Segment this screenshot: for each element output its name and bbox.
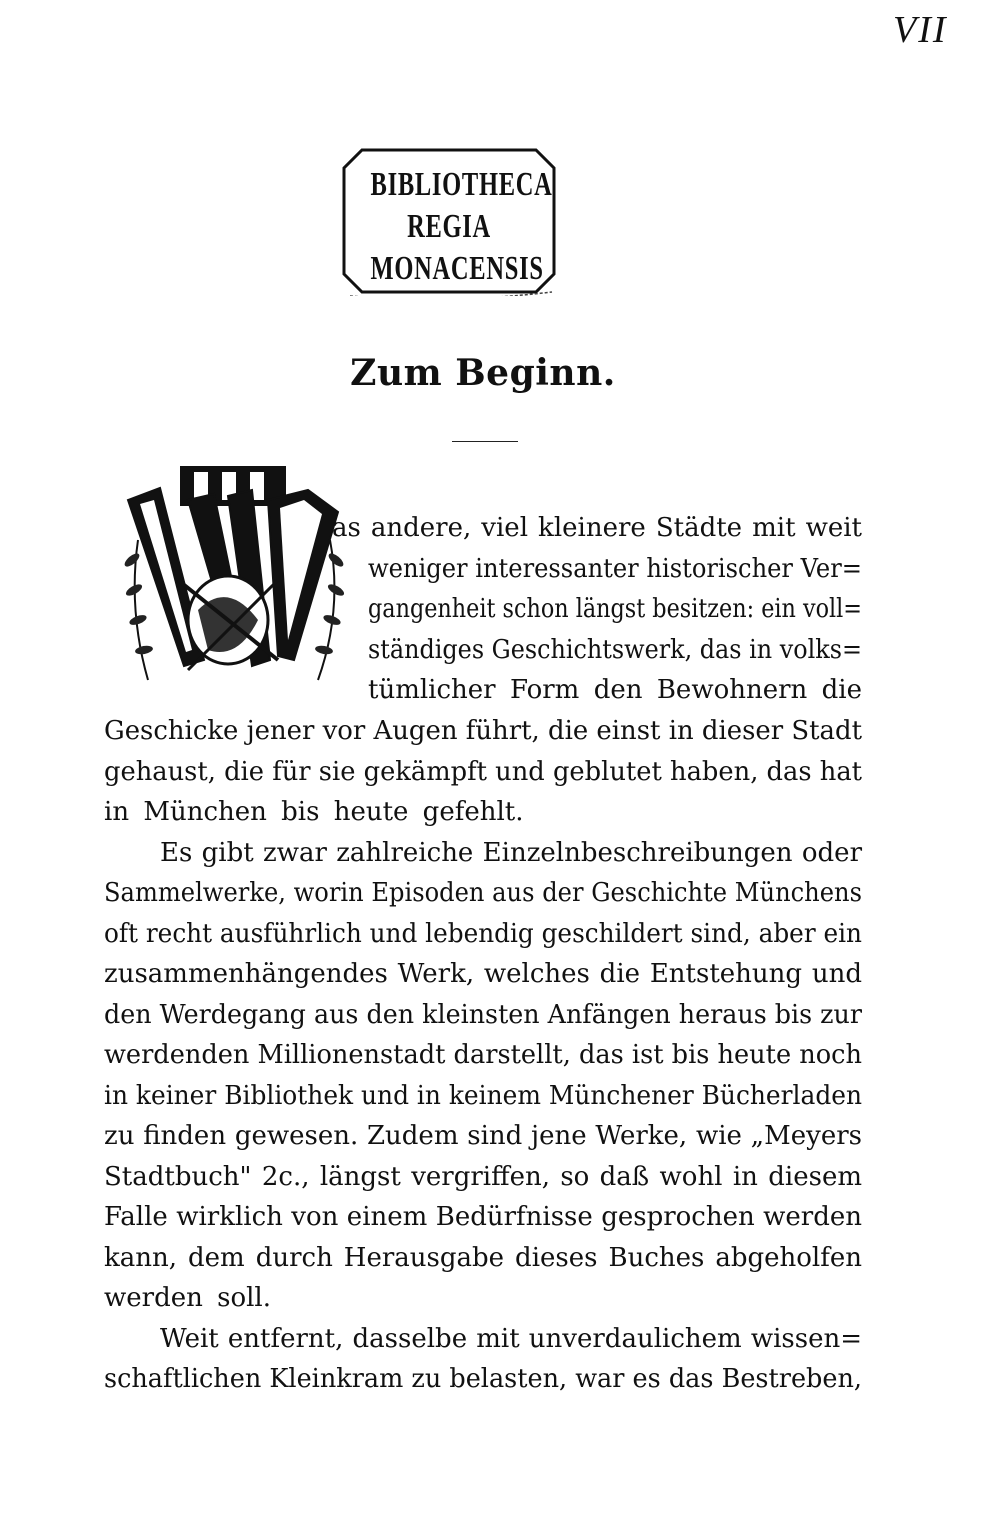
stamp-line-1: BIBLIOTHECA: [370, 166, 553, 203]
text-line: Geschicke jener vor Augen führt, die einst in dieser Stadt: [104, 716, 862, 746]
text-line: oft recht ausführlich und lebendig geschildert sind, aber ein: [104, 919, 862, 949]
decorated-initial-w-icon: [118, 460, 348, 700]
library-stamp: [340, 146, 558, 296]
text-line: ständiges Geschichtswerk, das in volks=: [368, 635, 862, 665]
text-line: werdenden Millionenstadt darstellt, das ist bis heute noch: [104, 1040, 862, 1070]
text-line: gangenheit schon längst besitzen: ein voll=: [368, 594, 862, 624]
text-line: Es gibt zwar zahlreiche Einzelnbeschreibungen oder: [160, 838, 862, 868]
chapter-heading: Zum Beginn.: [350, 352, 616, 394]
text-line: schaftlichen Kleinkram zu belasten, war es das Bestreben,: [104, 1364, 862, 1394]
stamp-line-3: MONACENSIS: [370, 250, 544, 287]
text-line: Falle wirklich von einem Bedürfnisse gesprochen werden: [104, 1202, 862, 1232]
text-line: kann, dem durch Herausgabe dieses Buches abgeholfen: [104, 1243, 862, 1273]
text-line: Stadtbuch" 2c., längst vergriffen, so daß wohl in diesem: [104, 1162, 862, 1192]
text-line: Weit entfernt, dasselbe mit unverdaulichem wissen=: [160, 1324, 862, 1354]
text-line: tümlicher Form den Bewohnern die: [368, 675, 862, 705]
text-line: den Werdegang aus den kleinsten Anfängen heraus bis zur: [104, 1000, 862, 1030]
text-line: as andere, viel kleinere Städte mit weit: [332, 513, 862, 543]
text-line: werden soll.: [104, 1283, 272, 1313]
text-line: zusammenhängendes Werk, welches die Entstehung und: [104, 959, 862, 989]
heading-divider: [452, 441, 518, 442]
text-line: in München bis heute gefehlt.: [104, 797, 524, 827]
text-line: zu finden gewesen. Zudem sind jene Werke, wie „Meyers: [104, 1121, 862, 1151]
text-line: gehaust, die für sie gekämpft und geblutet haben, das hat: [104, 757, 862, 787]
text-line: Sammelwerke, worin Episoden aus der Geschichte Münchens: [104, 878, 862, 908]
text-line: weniger interessanter historischer Ver=: [368, 554, 862, 584]
page-number: VII: [893, 9, 948, 51]
text-line: in keiner Bibliothek und in keinem Münchener Bücherladen: [104, 1081, 862, 1111]
stamp-line-2: REGIA: [407, 208, 491, 245]
